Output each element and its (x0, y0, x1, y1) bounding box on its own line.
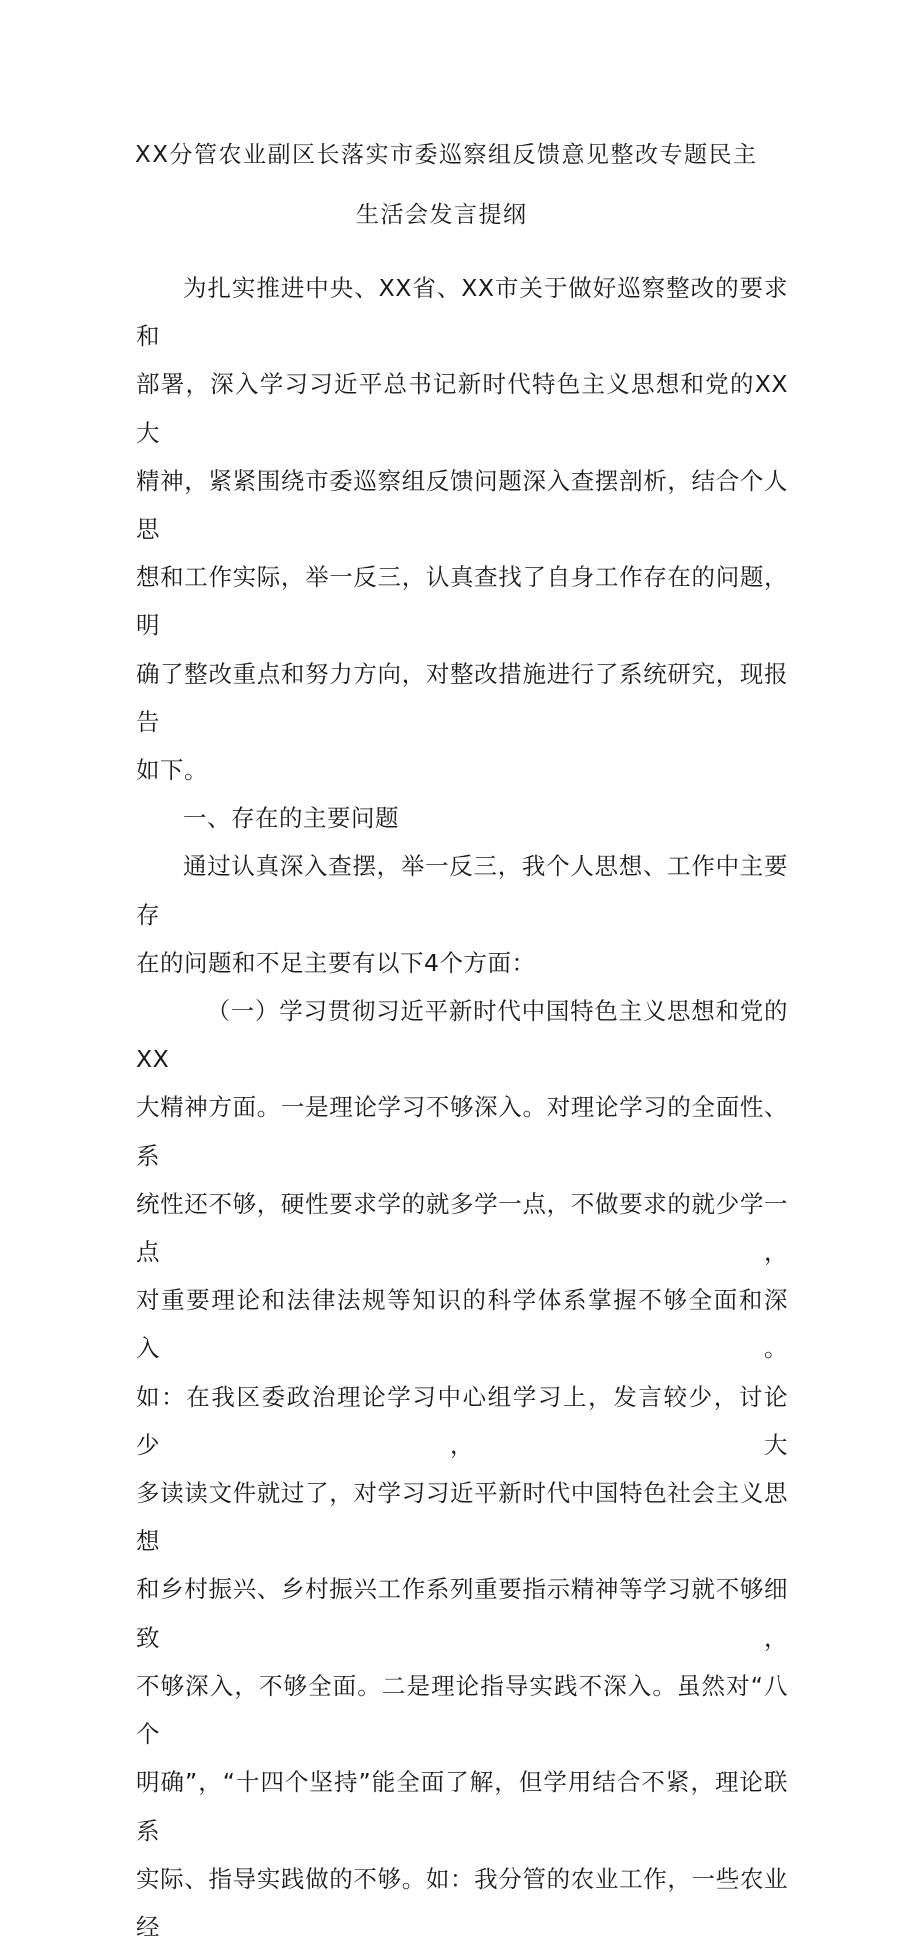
paragraph-line: 实际、指导实践做的不够。如：我分管的农业工作，一些农业经 (136, 1864, 788, 1941)
paragraph-line: 部署，深入学习习近平总书记新时代特色主义思想和党的XX大 (136, 370, 788, 447)
paragraph-line: 大精神方面。一是理论学习不够深入。对理论学习的全面性、系 (136, 1093, 788, 1170)
paragraph-line: 不够深入，不够全面。二是理论指导实践不深入。虽然对“八个 (136, 1671, 788, 1749)
paragraph-line: 如下。 (136, 756, 208, 785)
paragraph-line: 在的问题和不足主要有以下4个方面： (136, 948, 536, 977)
document-title-line-2: 生活会发言提纲 (356, 202, 528, 228)
body-paragraph (136, 842, 788, 987)
document-title-line-1: XX分管农业副区长落实市委巡察组反馈意见整改专题民主 (135, 142, 758, 168)
paragraph-line: （一）学习贯彻习近平新时代中国特色主义思想和党的XX (136, 997, 788, 1074)
paragraph-line: 和乡村振兴、乡村振兴工作系列重要指示精神等学习就不够细致， (136, 1575, 788, 1652)
paragraph-line: 明确”，“十四个坚持”能全面了解，但学用结合不紧，理论联系 (136, 1768, 788, 1845)
paragraph-line: 对重要理论和法律法规等知识的科学体系掌握不够全面和深入。 (136, 1286, 788, 1363)
paragraph-line: 通过认真深入查摆，举一反三，我个人思想、工作中主要存 (136, 852, 788, 929)
paragraph-line: 为扎实推进中央、XX省、XX市关于做好巡察整改的要求和 (136, 274, 788, 351)
body-paragraph (136, 264, 788, 794)
paragraph-line: 多读读文件就过了，对学习习近平新时代中国特色社会主义思想 (136, 1479, 788, 1556)
paragraph-line: 确了整改重点和努力方向，对整改措施进行了系统研究，现报告 (136, 659, 788, 736)
body-paragraph (136, 794, 788, 842)
body-paragraph (136, 987, 788, 1951)
paragraph-line: 想和工作实际，举一反三，认真查找了自身工作存在的问题，明 (136, 563, 788, 640)
document-body (136, 264, 788, 1951)
paragraph-line: 精神，紧紧围绕市委巡察组反馈问题深入查摆剖析，结合个人思 (136, 466, 788, 544)
paragraph-line: 统性还不够，硬性要求学的就多学一点，不做要求的就少学一点， (136, 1189, 788, 1267)
paragraph-line: 如：在我区委政治理论学习中心组学习上，发言较少，讨论少，大 (136, 1382, 788, 1459)
paragraph-line: 一、存在的主要问题 (183, 804, 399, 833)
